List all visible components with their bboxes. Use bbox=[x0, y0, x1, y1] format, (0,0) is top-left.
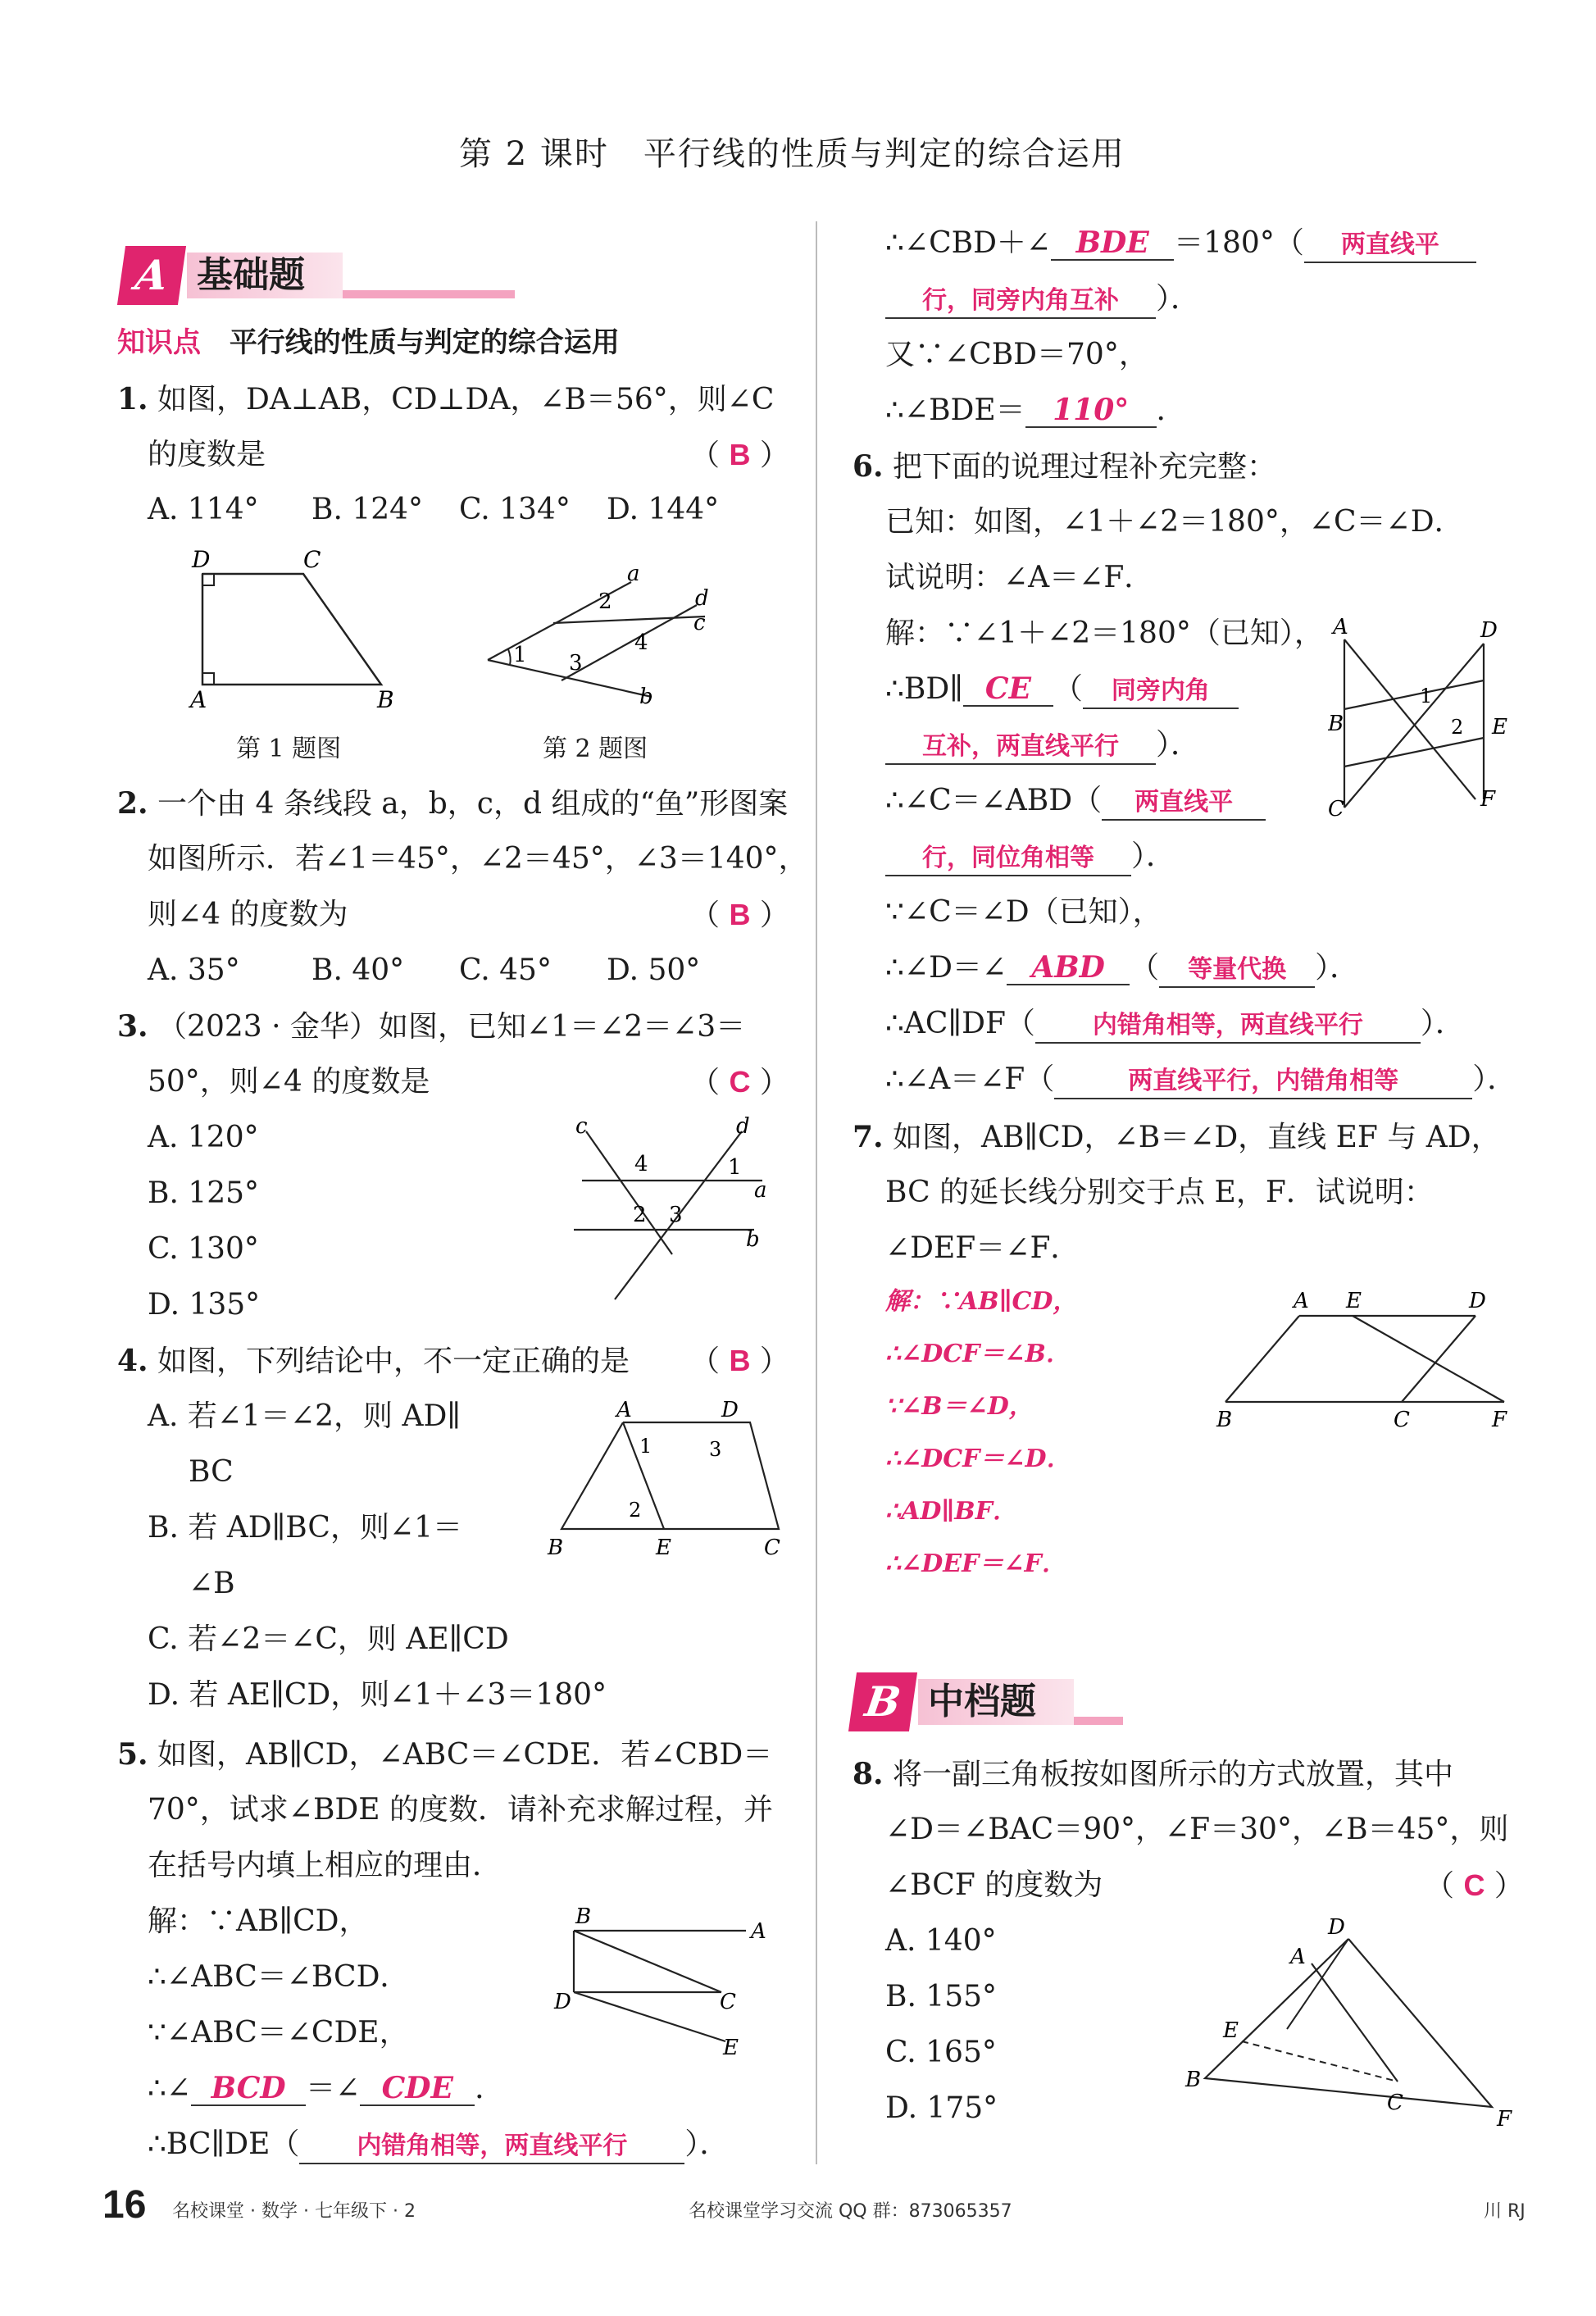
q5-blank-reason2b: 行，同旁内角互补 bbox=[885, 284, 1156, 319]
q5c-r1a: ∴∠CBD＋∠ bbox=[885, 226, 1052, 260]
q4-label-c: C bbox=[764, 1536, 780, 1560]
q3-label-1: 1 bbox=[728, 1155, 742, 1180]
q8-figure bbox=[1180, 1914, 1525, 2136]
q5-s5a: ∴BC∥DE（ bbox=[148, 2127, 300, 2161]
q6-blank-reason3: 等量代换 bbox=[1159, 953, 1315, 988]
q6-label-e: E bbox=[1492, 715, 1507, 739]
q3-text1: （2023 · 金华）如图，已知∠1＝∠2＝∠3＝ bbox=[157, 1010, 746, 1044]
q3-line1 bbox=[117, 1008, 745, 1045]
q1-figure bbox=[180, 541, 410, 713]
q6-blank-reason4: 内错角相等，两直线平行 bbox=[1035, 1009, 1421, 1044]
q6-blank-reason1a: 同旁内角 bbox=[1083, 675, 1239, 709]
q1-label-a: A bbox=[190, 686, 207, 713]
q4-line1 bbox=[117, 1343, 630, 1380]
q6-step3 bbox=[885, 727, 1200, 765]
q6-step6: ∵∠C＝∠D（已知）， bbox=[885, 895, 1162, 929]
q6-s9b: ）． bbox=[1472, 1062, 1517, 1096]
q6-step9 bbox=[885, 1062, 1516, 1099]
q3-opt-c: C. 130° bbox=[148, 1232, 259, 1266]
q6-blank-ce: CE bbox=[963, 672, 1053, 707]
q5-text1: 如图，AB∥CD，∠ABC＝∠CDE．若∠CBD＝ bbox=[157, 1738, 773, 1772]
section-underline bbox=[343, 290, 515, 298]
q4-label-3: 3 bbox=[709, 1438, 722, 1461]
q3-label-4: 4 bbox=[634, 1152, 648, 1176]
q6-s2b: （ bbox=[1053, 672, 1083, 706]
q6-line2: 已知：如图，∠1＋∠2＝180°，∠C＝∠D． bbox=[885, 505, 1464, 539]
q5-s5b: ）． bbox=[684, 2127, 730, 2161]
q6-step2 bbox=[885, 671, 1239, 709]
q8-text1: 将一副三角板按如图所示的方式放置，其中 bbox=[893, 1758, 1454, 1791]
q6-line1 bbox=[853, 448, 1276, 485]
q5-step1: 解：∵AB∥CD， bbox=[148, 1904, 369, 1938]
q7-sol-5: ∴AD∥BF． bbox=[885, 1497, 1017, 1526]
q7-line2: BC 的延长线分别交于点 E，F．试说明： bbox=[885, 1176, 1434, 1209]
q4-opt-c: C. 若∠2＝∠C，则 AE∥CD bbox=[148, 1622, 509, 1656]
q5-label-b: B bbox=[575, 1904, 592, 1929]
q4-label-d: D bbox=[721, 1398, 739, 1422]
q7-number: 7. bbox=[853, 1120, 884, 1154]
q1-label-d: D bbox=[192, 546, 211, 573]
q3-label-b: b bbox=[746, 1227, 760, 1252]
q4-label-e: E bbox=[656, 1536, 671, 1560]
q6-label-d: D bbox=[1480, 618, 1498, 643]
q5-blank-reason: 内错角相等，两直线平行 bbox=[299, 2130, 684, 2164]
q2-line1 bbox=[117, 785, 788, 822]
q8-answer: （ C ） bbox=[1425, 1868, 1524, 1903]
q5c-r4a: ∴∠BDE＝ bbox=[885, 394, 1025, 427]
q6-s3b: ）． bbox=[1156, 728, 1201, 762]
q6-label-2: 2 bbox=[1451, 716, 1464, 739]
q6-label-b: B bbox=[1328, 712, 1344, 736]
q6-label-f: F bbox=[1480, 787, 1496, 812]
q5-label-c: C bbox=[720, 1990, 736, 2014]
q2-line3: 则∠4 的度数为 bbox=[148, 898, 348, 931]
q4-opt-d: D. 若 AE∥CD，则∠1＋∠3＝180° bbox=[148, 1678, 607, 1712]
section-a-title: 基础题 bbox=[197, 254, 305, 296]
q7-text1: 如图，AB∥CD，∠B＝∠D，直线 EF 与 AD， bbox=[893, 1121, 1501, 1154]
q1-line2: 的度数是 bbox=[148, 438, 266, 471]
q4-choice: B bbox=[729, 1344, 751, 1377]
q5c-r4b: ． bbox=[1156, 394, 1186, 427]
q3-answer: （ C ） bbox=[690, 1065, 789, 1099]
q5-label-e: E bbox=[723, 2036, 739, 2060]
q4-opt-a1: A. 若∠1＝∠2，则 AD∥ bbox=[148, 1399, 461, 1433]
q6-blank-abd: ABD bbox=[1007, 951, 1130, 985]
q8-line2: ∠D＝∠BAC＝90°，∠F＝30°，∠B＝45°，则 bbox=[885, 1813, 1509, 1846]
q8-opt-b: B. 155° bbox=[885, 1980, 998, 2013]
q3-opt-b: B. 125° bbox=[148, 1176, 260, 1210]
section-underline bbox=[1074, 1717, 1123, 1725]
q6-number: 6. bbox=[853, 449, 884, 484]
q5-step2: ∴∠ABC＝∠BCD． bbox=[148, 1960, 410, 1994]
q5-s4b: ＝∠ bbox=[306, 2072, 361, 2105]
q2-opt-c: C. 45° bbox=[459, 953, 552, 987]
q6-s7a: ∴∠D＝∠ bbox=[885, 951, 1007, 985]
q3-label-d: d bbox=[736, 1115, 750, 1139]
q6-label-1: 1 bbox=[1420, 685, 1433, 708]
q3-number: 3. bbox=[117, 1009, 148, 1044]
q5-cont-4 bbox=[885, 393, 1186, 429]
q4-number: 4. bbox=[117, 1344, 148, 1378]
q8-opt-c: C. 165° bbox=[885, 2036, 997, 2069]
q1-label-c: C bbox=[303, 546, 321, 573]
q7-sol-3: ∵∠B＝∠D， bbox=[885, 1392, 1034, 1421]
q1-opt-a: A. 114° bbox=[148, 493, 259, 526]
q5-step5 bbox=[148, 2127, 729, 2164]
footer-edition: 川 RJ bbox=[1484, 2201, 1526, 2222]
q5-blank-bde: BDE bbox=[1051, 226, 1174, 261]
q2-label-c: c bbox=[693, 611, 706, 635]
q1-choice: B bbox=[729, 438, 751, 471]
q2-label-4: 4 bbox=[634, 630, 648, 655]
section-b-letter: B bbox=[848, 1672, 917, 1731]
q2-label-d: d bbox=[695, 586, 709, 611]
q8-label-b: B bbox=[1185, 2068, 1202, 2092]
q2-figure bbox=[484, 557, 721, 713]
q1-number: 1. bbox=[117, 382, 148, 416]
q3-figure bbox=[566, 1115, 779, 1312]
q5-line3: 在括号内填上相应的理由． bbox=[148, 1849, 502, 1882]
footer-qq: 名校课堂学习交流 QQ 群：873065357 bbox=[689, 2201, 1012, 2222]
q5-s4a: ∴∠ bbox=[148, 2072, 192, 2105]
q3-line2: 50°，则∠4 的度数是 bbox=[148, 1065, 430, 1099]
page-number: 16 bbox=[102, 2183, 147, 2227]
q1-opt-b: B. 124° bbox=[311, 493, 424, 526]
q7-label-a: A bbox=[1294, 1289, 1309, 1313]
q8-label-c: C bbox=[1387, 2091, 1403, 2115]
footer-book: 名校课堂 · 数学 · 七年级下 · 2 bbox=[172, 2201, 416, 2222]
q3-choice: C bbox=[729, 1065, 751, 1099]
q5-cont-3: 又∵∠CBD＝70°， bbox=[885, 338, 1148, 371]
q4-opt-b2: ∠B bbox=[189, 1567, 235, 1600]
q1-caption: 第 1 题图 bbox=[236, 735, 342, 763]
q3-opt-a: A. 120° bbox=[148, 1121, 259, 1154]
section-a-badge bbox=[121, 246, 400, 305]
q4-label-b: B bbox=[548, 1536, 564, 1560]
q4-figure bbox=[541, 1394, 787, 1566]
q2-opt-d: D. 50° bbox=[607, 953, 701, 987]
q2-label-3: 3 bbox=[569, 651, 583, 676]
q8-choice: C bbox=[1463, 1868, 1485, 1902]
q6-blank-reason1b: 互补，两直线平行 bbox=[885, 730, 1156, 765]
q2-choice: B bbox=[729, 898, 751, 931]
q5-blank-bcd: BCD bbox=[191, 2072, 306, 2106]
q6-step8 bbox=[885, 1006, 1465, 1044]
q2-caption: 第 2 题图 bbox=[543, 735, 648, 763]
q1-text1: 如图，DA⊥AB，CD⊥DA，∠B＝56°，则∠C bbox=[157, 383, 775, 416]
q6-s2a: ∴BD∥ bbox=[885, 672, 963, 706]
q2-label-2: 2 bbox=[598, 589, 612, 614]
q5-label-d: D bbox=[554, 1990, 571, 2014]
q7-line1 bbox=[853, 1119, 1501, 1156]
knowledge-label: 知识点 bbox=[117, 326, 201, 359]
q6-text1: 把下面的说理过程补充完整： bbox=[893, 450, 1277, 484]
q7-label-c: C bbox=[1394, 1408, 1410, 1432]
q1-line1 bbox=[117, 381, 774, 418]
q5-blank-reason2a: 两直线平 bbox=[1304, 229, 1476, 263]
q8-label-e: E bbox=[1223, 2018, 1239, 2043]
q5-line2: 70°，试求∠BDE 的度数．请补充求解过程，并 bbox=[148, 1793, 774, 1827]
q5-step3: ∵∠ABC＝∠CDE， bbox=[148, 2016, 409, 2050]
q6-s9a: ∴∠A＝∠F（ bbox=[885, 1062, 1055, 1096]
q1-answer: （ B ） bbox=[690, 438, 789, 472]
lesson-title: 第 2 课时 平行线的性质与判定的综合运用 bbox=[459, 135, 1125, 173]
q2-label-1: 1 bbox=[513, 643, 527, 667]
q1-label-b: B bbox=[377, 686, 394, 713]
q3-label-2: 2 bbox=[633, 1203, 647, 1227]
q7-sol-4: ∴∠DCF＝∠D． bbox=[885, 1445, 1071, 1473]
q6-s8a: ∴AC∥DF（ bbox=[885, 1007, 1035, 1040]
q3-opt-d: D. 135° bbox=[148, 1288, 261, 1322]
q6-figure bbox=[1328, 611, 1525, 832]
q7-sol-1: 解：∵AB∥CD， bbox=[885, 1287, 1078, 1316]
q6-blank-reason5: 两直线平行，内错角相等 bbox=[1054, 1065, 1472, 1099]
q5-s4c: ． bbox=[475, 2072, 505, 2105]
q8-label-d: D bbox=[1328, 1915, 1345, 1940]
q5-step4 bbox=[148, 2071, 504, 2107]
q2-label-a: a bbox=[627, 562, 640, 586]
q5-cont-1 bbox=[885, 225, 1476, 263]
q2-opt-b: B. 40° bbox=[311, 953, 405, 987]
section-b-title: 中档题 bbox=[928, 1681, 1036, 1722]
q5c-r2b: ）． bbox=[1156, 282, 1201, 316]
column-divider bbox=[816, 221, 817, 2164]
q7-line3: ∠DEF＝∠F． bbox=[885, 1231, 1080, 1265]
q5-figure bbox=[549, 1902, 787, 2066]
q6-line3: 试说明：∠A＝∠F． bbox=[885, 561, 1154, 594]
q6-label-c: C bbox=[1328, 797, 1344, 821]
q6-step1: 解：∵∠1＋∠2＝180°（已知）， bbox=[885, 617, 1324, 650]
q3-label-a: a bbox=[754, 1178, 767, 1203]
q7-label-e: E bbox=[1346, 1289, 1362, 1313]
q7-label-d: D bbox=[1469, 1289, 1486, 1313]
q2-answer: （ B ） bbox=[690, 898, 789, 932]
q2-line2: 如图所示．若∠1＝45°，∠2＝45°，∠3＝140°， bbox=[148, 842, 808, 876]
q2-number: 2. bbox=[117, 786, 148, 821]
q7-sol-2: ∴∠DCF＝∠B． bbox=[885, 1340, 1071, 1368]
q5-cont-2 bbox=[885, 281, 1200, 319]
q4-opt-a2: BC bbox=[189, 1455, 234, 1489]
q8-label-f: F bbox=[1497, 2107, 1512, 2132]
knowledge-text: 平行线的性质与判定的综合运用 bbox=[229, 326, 620, 359]
section-a-letter: A bbox=[117, 246, 186, 305]
q6-s8b: ）． bbox=[1420, 1007, 1465, 1040]
q5-line1 bbox=[117, 1736, 772, 1773]
q8-opt-d: D. 175° bbox=[885, 2091, 998, 2125]
q4-text1: 如图，下列结论中，不一定正确的是 bbox=[157, 1345, 630, 1378]
q2-text1: 一个由 4 条线段 a，b，c，d 组成的“鱼”形图案 bbox=[157, 787, 789, 821]
q8-number: 8. bbox=[853, 1757, 884, 1791]
q8-line3: ∠BCF 的度数为 bbox=[885, 1868, 1103, 1902]
q5-blank-cde: CDE bbox=[360, 2072, 475, 2106]
q6-blank-reason2b: 行，同位角相等 bbox=[885, 842, 1131, 876]
q6-blank-reason2a: 两直线平 bbox=[1102, 786, 1266, 821]
q7-label-f: F bbox=[1492, 1408, 1507, 1432]
q6-s7c: ）． bbox=[1315, 951, 1360, 985]
q8-line1 bbox=[853, 1756, 1453, 1793]
q1-opt-d: D. 144° bbox=[607, 493, 720, 526]
q4-label-a: A bbox=[616, 1398, 632, 1422]
q7-figure bbox=[1213, 1283, 1516, 1439]
q8-opt-a: A. 140° bbox=[885, 1924, 997, 1958]
q6-step5 bbox=[885, 839, 1175, 876]
q5-number: 5. bbox=[117, 1737, 148, 1772]
q6-label-a: A bbox=[1333, 615, 1348, 639]
q2-label-b: b bbox=[639, 685, 653, 709]
q6-step7 bbox=[885, 950, 1359, 988]
q5-label-a: A bbox=[751, 1919, 766, 1944]
knowledge-point bbox=[117, 325, 620, 361]
q4-answer: （ B ） bbox=[690, 1344, 789, 1378]
q3-label-3: 3 bbox=[669, 1203, 683, 1227]
q2-opt-a: A. 35° bbox=[148, 953, 240, 987]
q4-opt-b1: B. 若 AD∥BC，则∠1＝ bbox=[148, 1511, 463, 1545]
q4-label-2: 2 bbox=[629, 1499, 642, 1522]
q1-opt-c: C. 134° bbox=[459, 493, 571, 526]
q6-step4 bbox=[885, 783, 1266, 821]
q4-label-1: 1 bbox=[639, 1435, 652, 1458]
q6-s4a: ∴∠C＝∠ABD（ bbox=[885, 784, 1103, 817]
q7-label-b: B bbox=[1216, 1408, 1233, 1432]
q6-s7b: （ bbox=[1130, 951, 1160, 985]
q5c-r1b: ＝180°（ bbox=[1174, 226, 1304, 260]
q5-blank-110: 110° bbox=[1025, 394, 1157, 428]
q8-label-a: A bbox=[1290, 1945, 1306, 1969]
q7-sol-6: ∴∠DEF＝∠F． bbox=[885, 1549, 1066, 1578]
section-b-badge bbox=[853, 1672, 1131, 1731]
q6-s5b: ）． bbox=[1131, 839, 1176, 873]
q3-label-c: c bbox=[575, 1115, 588, 1139]
